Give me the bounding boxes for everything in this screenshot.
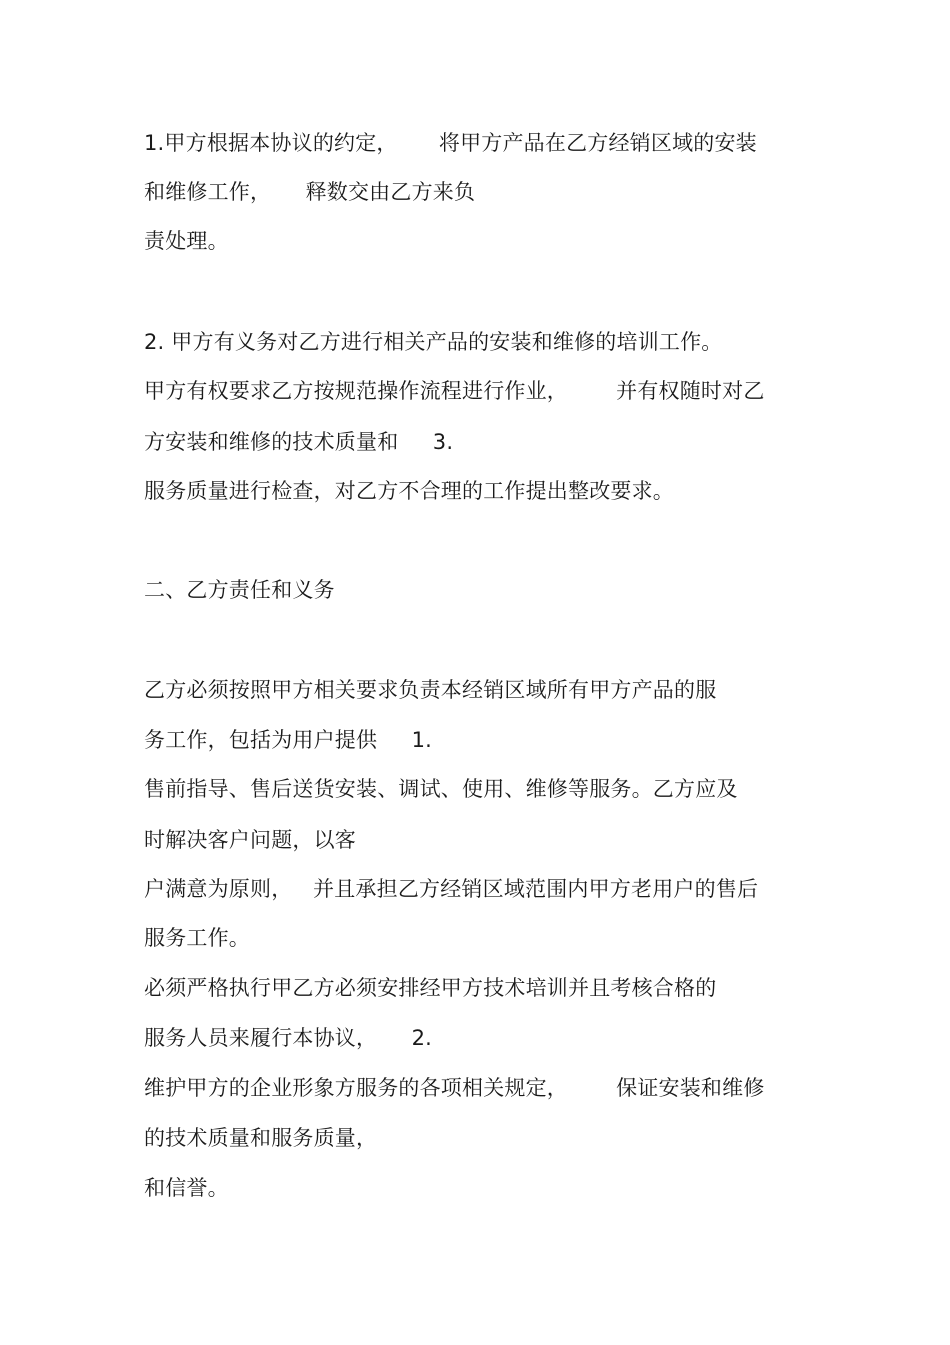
paragraph-line: 甲方有权要求乙方按规范操作流程进行作业， 并有权随时对乙 — [144, 379, 765, 403]
paragraph-line: 2. 甲方有义务对乙方进行相关产品的安装和维修的培训工作。 — [144, 330, 723, 354]
paragraph-line: 务工作，包括为用户提供 1. — [144, 728, 433, 752]
paragraph-line: 和信誉。 — [144, 1176, 229, 1200]
paragraph-line: 必须严格执行甲乙方必须安排经甲方技术培训并且考核合格的 — [144, 976, 717, 1000]
paragraph-line: 和维修工作， 释数交由乙方来负 — [144, 180, 476, 204]
paragraph-line: 服务人员来履行本协议， 2. — [144, 1026, 433, 1050]
paragraph-line: 方安装和维修的技术质量和 3. — [144, 430, 454, 454]
paragraph-line: 维护甲方的企业形象方服务的各项相关规定， 保证安装和维修 — [144, 1076, 765, 1100]
paragraph-line: 户满意为原则， 并且承担乙方经销区域范围内甲方老用户的售后 — [144, 877, 759, 901]
paragraph-line: 1.甲方根据本协议的约定， 将甲方产品在乙方经销区域的安装 — [144, 131, 757, 155]
paragraph-line: 售前指导、售后送货安装、调试、使用、维修等服务。乙方应及 — [144, 777, 738, 801]
paragraph-line: 责处理。 — [144, 229, 229, 253]
paragraph-line: 乙方必须按照甲方相关要求负责本经销区域所有甲方产品的服 — [144, 678, 717, 702]
section-heading: 二、乙方责任和义务 — [144, 578, 335, 602]
paragraph-line: 服务质量进行检查，对乙方不合理的工作提出整改要求。 — [144, 479, 674, 503]
paragraph-line: 时解决客户问题，以客 — [144, 828, 356, 852]
paragraph-line: 服务工作。 — [144, 926, 250, 950]
paragraph-line: 的技术质量和服务质量， — [144, 1126, 378, 1150]
